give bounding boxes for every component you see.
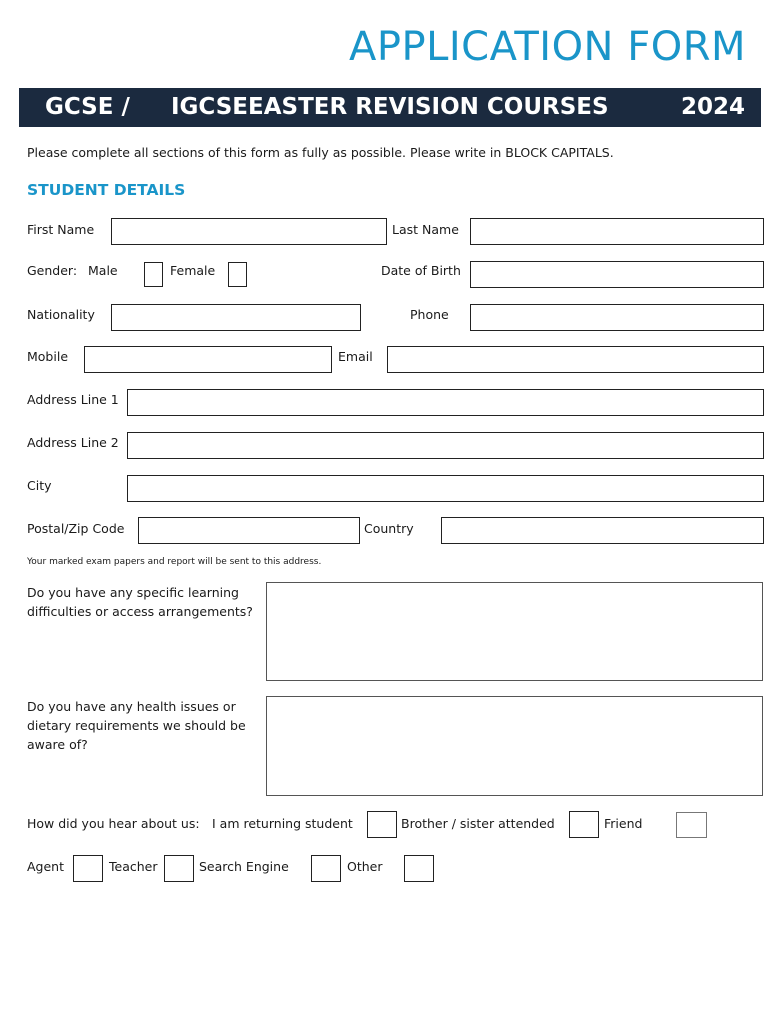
dob-field[interactable] [470,261,764,288]
returning-student-label: I am returning student [212,816,353,831]
other-checkbox[interactable] [404,855,434,882]
banner-text-gcse: GCSE / [45,94,130,120]
first-name-field[interactable] [111,218,387,245]
email-field[interactable] [387,346,764,373]
form-title: APPLICATION FORM [348,24,746,70]
banner-year: 2024 [680,94,745,120]
search-engine-label: Search Engine [199,859,289,874]
sibling-attended-label: Brother / sister attended [401,816,555,831]
health-question [27,697,246,754]
health-issues-textarea[interactable] [266,696,763,796]
section-title: STUDENT DETAILS [27,181,186,199]
intro-text: Please complete all sections of this form as fully as possible. Please write in BLOCK CAPITALS. [27,145,614,160]
health-question-line: dietary requirements we should be [27,718,246,733]
nationality-field[interactable] [111,304,361,331]
phone-label: Phone [410,307,449,322]
city-field[interactable] [127,475,764,502]
friend-label: Friend [604,816,643,831]
dob-label: Date of Birth [381,263,461,278]
address-note: Your marked exam papers and report will be sent to this address. [27,557,322,567]
city-label: City [27,478,52,493]
learning-question-line: difficulties or access arrangements? [27,604,253,619]
returning-student-checkbox[interactable] [367,811,397,838]
female-label: Female [170,263,216,278]
hear-about-label: How did you hear about us: [27,816,200,831]
male-label: Male [88,263,118,278]
mobile-field[interactable] [84,346,332,373]
search-engine-checkbox[interactable] [311,855,341,882]
gender-label: Gender: [27,263,78,278]
health-question-line: aware of? [27,737,88,752]
other-label: Other [347,859,383,874]
postal-code-label: Postal/Zip Code [27,521,125,536]
learning-question [27,583,253,621]
postal-code-field[interactable] [138,517,360,544]
last-name-label: Last Name [392,222,459,237]
sibling-attended-checkbox[interactable] [569,811,599,838]
first-name-label: First Name [27,222,95,237]
agent-label: Agent [27,859,64,874]
address-line-2-field[interactable] [127,432,764,459]
email-label: Email [338,349,373,364]
learning-difficulties-textarea[interactable] [266,582,763,681]
learning-question-line: Do you have any specific learning [27,585,239,600]
course-banner [19,88,761,127]
mobile-label: Mobile [27,349,69,364]
country-label: Country [364,521,414,536]
nationality-label: Nationality [27,307,95,322]
teacher-checkbox[interactable] [164,855,194,882]
address-line-1-field[interactable] [127,389,764,416]
teacher-label: Teacher [109,859,158,874]
health-question-line: Do you have any health issues or [27,699,236,714]
agent-checkbox[interactable] [73,855,103,882]
country-field[interactable] [441,517,764,544]
female-checkbox[interactable] [228,262,247,287]
last-name-field[interactable] [470,218,764,245]
banner-text-courses: IGCSEEASTER REVISION COURSES [171,94,609,120]
friend-checkbox[interactable] [676,812,707,838]
address-line-2-label: Address Line 2 [27,435,119,450]
male-checkbox[interactable] [144,262,163,287]
phone-field[interactable] [470,304,764,331]
address-line-1-label: Address Line 1 [27,392,119,407]
